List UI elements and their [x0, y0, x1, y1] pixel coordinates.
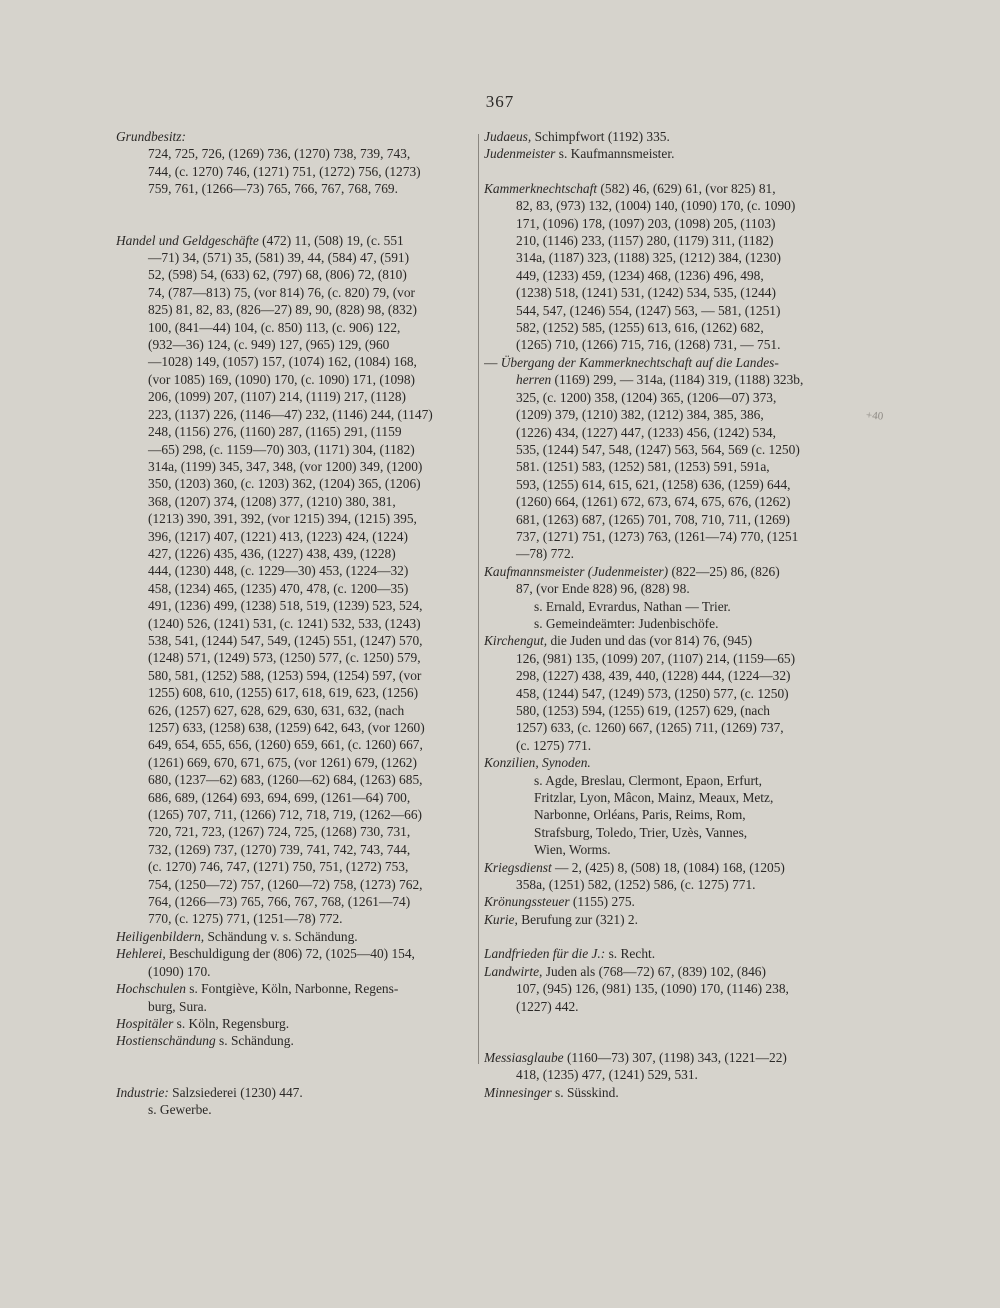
index-line — [116, 371, 473, 388]
index-line — [484, 980, 856, 997]
entry-messiasglaube — [484, 1049, 856, 1084]
index-line — [484, 580, 856, 597]
entry-text: s. Agde, Breslau, Clermont, Epaon, Erfurt, — [534, 772, 762, 788]
entry-text: 581. (1251) 583, (1252) 581, (1253) 591, 591a, — [516, 459, 770, 475]
entry-term: Kurie, — [484, 911, 518, 927]
entry-hehlerei — [116, 945, 473, 980]
entry-kaufmannsmeister — [484, 563, 856, 633]
entry-text: 458, (1234) 465, (1235) 470, 478, (c. 1200—35) — [148, 580, 409, 596]
entry-grundbesitz — [116, 128, 473, 198]
entry-text: Fritzlar, Lyon, Mâcon, Mainz, Meaux, Metz, — [534, 790, 774, 806]
index-line — [484, 1084, 856, 1101]
index-line — [484, 249, 856, 266]
index-line — [484, 702, 856, 719]
entry-hochschulen — [116, 980, 473, 1015]
entry-handel — [116, 232, 473, 928]
entry-text: s. Süsskind. — [551, 1084, 619, 1100]
entry-text: Wien, Worms. — [534, 842, 611, 858]
index-line — [116, 180, 473, 197]
index-line — [116, 893, 473, 910]
index-line — [116, 945, 473, 962]
index-line — [484, 824, 856, 841]
entry-text: 206, (1099) 207, (1107) 214, (1119) 217, (1128) — [148, 389, 406, 405]
index-line — [484, 441, 856, 458]
index-line — [116, 649, 473, 666]
entry-text: burg, Sura. — [148, 998, 207, 1014]
index-line — [484, 1066, 856, 1083]
index-line — [484, 667, 856, 684]
index-line — [484, 284, 856, 301]
entry-text: s. Kaufmannsmeister. — [555, 146, 675, 162]
entry-text: 427, (1226) 435, 436, (1227) 438, 439, (1228) — [148, 545, 396, 561]
index-line — [484, 598, 856, 615]
index-line — [484, 267, 856, 284]
entry-uebergang — [484, 354, 856, 563]
entry-text: (582) 46, (629) 61, (vor 825) 81, — [597, 180, 776, 196]
entry-term: Kirchengut, — [484, 633, 548, 649]
entry-text: 732, (1269) 737, (1270) 739, 741, 742, 743, 744, — [148, 841, 411, 857]
entry-text: (1227) 442. — [516, 998, 579, 1014]
entry-minnesinger — [484, 1084, 856, 1101]
entry-kroenungssteuer — [484, 893, 856, 910]
index-line — [484, 476, 856, 493]
entry-text: —71) 34, (571) 35, (581) 39, 44, (584) 47, (591) — [148, 250, 410, 266]
index-line — [484, 336, 856, 353]
entry-text: 737, (1271) 751, (1273) 763, (1261—74) 770, (1251 — [516, 528, 799, 544]
index-line — [116, 580, 473, 597]
index-line — [484, 911, 856, 928]
index-line — [484, 458, 856, 475]
entry-hospitaeler — [116, 1015, 473, 1032]
entry-kirchengut — [484, 632, 856, 754]
entry-konzilien — [484, 754, 856, 858]
index-line — [484, 371, 856, 388]
entry-text: 449, (1233) 459, (1234) 468, (1236) 496, 498, — [516, 267, 764, 283]
entry-text: 538, 541, (1244) 547, 549, (1245) 551, (1247) 570, — [148, 632, 423, 648]
index-line — [116, 441, 473, 458]
entry-text: 491, (1236) 499, (1238) 518, 519, (1239) 523, 524, — [148, 598, 423, 614]
entry-term: Hochschulen — [116, 981, 186, 997]
entry-landwirte — [484, 963, 856, 1015]
index-line — [116, 910, 473, 927]
entry-term: herren — [516, 372, 552, 388]
entry-text: (1169) 299, — 314a, (1184) 319, (1188) 323b, — [551, 372, 804, 388]
entry-text: 314a, (1187) 323, (1188) 325, (1212) 384, (1230) — [516, 250, 781, 266]
index-line — [116, 301, 473, 318]
entry-text: 759, 761, (1266—73) 765, 766, 767, 768, 769. — [148, 181, 398, 197]
page-number: 367 — [485, 92, 515, 111]
entry-judenmeister — [484, 145, 856, 162]
entry-text: 626, (1257) 627, 628, 629, 630, 631, 632, (nach — [148, 702, 405, 718]
column-divider — [478, 134, 479, 1064]
entry-text: 248, (1156) 276, (1160) 287, (1165) 291, (1159 — [148, 424, 402, 440]
index-line — [116, 1015, 473, 1032]
entry-term: Konzilien, Synoden. — [484, 755, 591, 771]
entry-text: s. Recht. — [605, 946, 656, 962]
index-line — [484, 945, 856, 962]
entry-text: 52, (598) 54, (633) 62, (797) 68, (806) 72, (810) — [148, 267, 407, 283]
index-line — [116, 771, 473, 788]
entry-text: Schändung v. s. Schändung. — [204, 928, 358, 944]
entry-text: Beschuldigung der (806) 72, (1025—40) 154, — [165, 946, 415, 962]
entry-text: s. Gewerbe. — [148, 1102, 212, 1118]
index-line — [116, 736, 473, 753]
entry-text: die Juden und das (vor 814) 76, (945) — [547, 633, 753, 649]
entry-text: 825) 81, 82, 83, (826—27) 89, 90, (828) 98, (832) — [148, 302, 417, 318]
entry-text: (c. 1275) 771. — [516, 737, 592, 753]
index-line — [116, 1101, 473, 1118]
index-line — [484, 528, 856, 545]
index-line — [116, 284, 473, 301]
index-line — [116, 249, 473, 266]
entry-text: (1160—73) 307, (1198) 343, (1221—22) — [563, 1049, 787, 1065]
index-line — [116, 528, 473, 545]
entry-text: Narbonne, Orléans, Paris, Reims, Rom, — [534, 807, 746, 823]
entry-text: 680, (1237—62) 683, (1260—62) 684, (1263) 685, — [148, 772, 423, 788]
index-line — [484, 406, 856, 423]
entry-text: (1213) 390, 391, 392, (vor 1215) 394, (1215) 395, — [148, 511, 417, 527]
index-line — [116, 823, 473, 840]
entry-text: 210, (1146) 233, (1157) 280, (1179) 311, (1182) — [516, 233, 774, 249]
index-line — [116, 388, 473, 405]
index-line — [116, 232, 473, 249]
entry-text: 720, 721, 723, (1267) 724, 725, (1268) 730, 731, — [148, 824, 411, 840]
index-line — [484, 180, 856, 197]
entry-term: Minnesinger — [484, 1084, 552, 1100]
index-line — [484, 145, 856, 162]
entry-judaeus — [484, 128, 856, 145]
index-line — [484, 737, 856, 754]
entry-text: —78) 772. — [516, 546, 575, 562]
index-line — [484, 389, 856, 406]
index-line — [116, 1032, 473, 1049]
index-line — [116, 423, 473, 440]
entry-text: 754, (1250—72) 757, (1260—72) 758, (1273) 762, — [148, 876, 423, 892]
entry-term: Landwirte, — [484, 963, 543, 979]
index-line — [116, 545, 473, 562]
left-column — [116, 128, 473, 1119]
index-line — [484, 806, 856, 823]
entry-text: 314a, (1199) 345, 347, 348, (vor 1200) 349, (1200) — [148, 458, 423, 474]
entry-text: 418, (1235) 477, (1241) 529, 531. — [516, 1067, 698, 1083]
entry-text: (1260) 664, (1261) 672, 673, 674, 675, 676, (1262) — [516, 494, 791, 510]
entry-industrie — [116, 1084, 473, 1119]
index-line — [116, 458, 473, 475]
index-line — [484, 197, 856, 214]
entry-text: 100, (841—44) 104, (c. 850) 113, (c. 906) 122, — [148, 319, 401, 335]
index-line — [116, 684, 473, 701]
index-line — [484, 354, 856, 371]
index-line — [116, 858, 473, 875]
entry-term: Industrie: — [116, 1084, 169, 1100]
index-line — [116, 336, 473, 353]
entry-text: 1255) 608, 610, (1255) 617, 618, 619, 623, (1256) — [148, 685, 419, 701]
index-line — [116, 806, 473, 823]
entry-text: 686, 689, (1264) 693, 694, 699, (1261—64) 700, — [148, 789, 411, 805]
index-line — [116, 632, 473, 649]
entry-text: Juden als (768—72) 67, (839) 102, (846) — [542, 963, 766, 979]
index-line — [116, 128, 473, 145]
entry-text: s. Köln, Regensburg. — [173, 1015, 290, 1031]
index-line — [484, 545, 856, 562]
entry-term: Heiligenbildern, — [116, 928, 205, 944]
index-line — [116, 475, 473, 492]
index-line — [484, 998, 856, 1015]
entry-text: — 2, (425) 8, (508) 18, (1084) 168, (1205) — [551, 859, 785, 875]
entry-text: (1248) 571, (1249) 573, (1250) 577, (c. 1250) 579, — [148, 650, 421, 666]
entry-kurie — [484, 911, 856, 928]
index-line — [116, 615, 473, 632]
entry-text: 535, (1244) 547, 548, (1247) 563, 564, 569 (c. 1250) — [516, 441, 800, 457]
entry-text: 582, (1252) 585, (1255) 613, 616, (1262) 682, — [516, 320, 764, 336]
index-line — [484, 632, 856, 649]
entry-text: (1226) 434, (1227) 447, (1233) 456, (1242) 534, — [516, 424, 776, 440]
entry-text: (1240) 526, (1241) 531, (c. 1241) 532, 533, (1243) — [148, 615, 421, 631]
index-line — [484, 772, 856, 789]
index-line — [116, 510, 473, 527]
index-line — [116, 998, 473, 1015]
index-line — [484, 789, 856, 806]
entry-term: Kammerknechtschaft — [484, 180, 598, 196]
entry-text: (1265) 707, 711, (1266) 712, 718, 719, (1262—66) — [148, 807, 422, 823]
index-line — [484, 319, 856, 336]
index-line — [116, 876, 473, 893]
index-line — [484, 859, 856, 876]
entry-text: 770, (c. 1275) 771, (1251—78) 772. — [148, 911, 343, 927]
index-line — [484, 1049, 856, 1066]
index-line — [116, 163, 473, 180]
entry-term: Handel und Geldgeschäfte — [116, 232, 259, 248]
index-line — [116, 841, 473, 858]
entry-text: (1155) 275. — [569, 894, 635, 910]
index-line — [116, 562, 473, 579]
entry-hostienschaendung — [116, 1032, 473, 1049]
entry-term: Messiasglaube — [484, 1049, 564, 1065]
index-line — [484, 719, 856, 736]
entry-term: Hostienschändung — [116, 1033, 216, 1049]
index-line — [484, 754, 856, 771]
entry-text: Berufung zur (321) 2. — [517, 911, 638, 927]
index-line — [484, 128, 856, 145]
right-column — [484, 128, 856, 1101]
entry-kriegsdienst — [484, 859, 856, 894]
index-line — [484, 685, 856, 702]
entry-text: (1090) 170. — [148, 963, 211, 979]
index-line — [116, 1084, 473, 1101]
index-line — [484, 615, 856, 632]
index-line — [116, 406, 473, 423]
index-line — [484, 893, 856, 910]
entry-text: 350, (1203) 360, (c. 1203) 362, (1204) 365, (1206) — [148, 476, 421, 492]
entry-text: 458, (1244) 547, (1249) 573, (1250) 577, (c. 1250) — [516, 685, 789, 701]
entry-text: 396, (1217) 407, (1221) 413, (1223) 424, (1224) — [148, 528, 408, 544]
entry-text: 681, (1263) 687, (1265) 701, 708, 710, 711, (1269) — [516, 511, 790, 527]
index-line — [484, 876, 856, 893]
entry-text: (822—25) 86, (826) — [668, 563, 780, 579]
entry-landfrieden — [484, 945, 856, 962]
entry-text: 544, 547, (1246) 554, (1247) 563, — 581, (1251) — [516, 302, 781, 318]
entry-text: (1238) 518, (1241) 531, (1242) 534, 535, (1244) — [516, 285, 776, 301]
index-line — [484, 963, 856, 980]
entry-term: Übergang der Kammerknechtschaft auf die Landes- — [500, 354, 779, 370]
index-line — [116, 963, 473, 980]
entry-text: 171, (1096) 178, (1097) 203, (1098) 205, (1103) — [516, 215, 776, 231]
index-line — [116, 754, 473, 771]
index-line — [116, 980, 473, 997]
entry-text: 580, 581, (1252) 588, (1253) 594, (1254) 597, (vor — [148, 667, 422, 683]
entry-text: Salzsiederei (1230) 447. — [168, 1084, 303, 1100]
entry-text: (1209) 379, (1210) 382, (1212) 384, 385, 386, — [516, 407, 764, 423]
index-line — [116, 667, 473, 684]
entry-term: Grundbesitz: — [116, 129, 186, 144]
entry-text: 368, (1207) 374, (1208) 377, (1210) 380, 381, — [148, 493, 396, 509]
index-line — [116, 789, 473, 806]
index-line — [484, 511, 856, 528]
entry-text: —1028) 149, (1057) 157, (1074) 162, (1084) 168, — [148, 354, 417, 370]
entry-text: 298, (1227) 438, 439, 440, (1228) 444, (1224—32) — [516, 668, 791, 684]
index-line — [116, 493, 473, 510]
entry-heiligenbildern — [116, 928, 473, 945]
entry-term: Judaeus, — [484, 129, 532, 144]
entry-ref: s. Gemeindeämter: Judenbischöfe. — [534, 615, 719, 631]
entry-text: 724, 725, 726, (1269) 736, (1270) 738, 739, 743, — [148, 146, 411, 162]
entry-text: 358a, (1251) 582, (1252) 586, (c. 1275) 771. — [516, 877, 756, 893]
entry-term: Hospitäler — [116, 1015, 174, 1031]
entry-ref: s. Ernald, Evrardus, Nathan — Trier. — [534, 598, 731, 614]
entry-text: 580, (1253) 594, (1255) 619, (1257) 629, (nach — [516, 703, 771, 718]
entry-text: 1257) 633, (c. 1260) 667, (1265) 711, (1269) 737, — [516, 720, 784, 736]
index-line — [484, 563, 856, 580]
index-line — [484, 302, 856, 319]
index-line — [484, 841, 856, 858]
index-line — [484, 493, 856, 510]
margin-note: +40 — [865, 409, 884, 423]
index-line — [116, 702, 473, 719]
index-line — [116, 145, 473, 162]
entry-text: Strafsburg, Toledo, Trier, Uzès, Vannes, — [534, 824, 748, 840]
entry-text: 764, (1266—73) 765, 766, 767, 768, (1261—74) — [148, 894, 411, 910]
entry-prefix: — — [484, 354, 501, 370]
entry-text: 649, 654, 655, 656, (1260) 659, 661, (c. 1260) 667, — [148, 737, 423, 753]
entry-text: 1257) 633, (1258) 638, (1259) 642, 643, (vor 1260) — [148, 720, 425, 735]
index-line — [484, 232, 856, 249]
entry-kammerknechtschaft — [484, 180, 856, 354]
entry-text: (1261) 669, 670, 671, 675, (vor 1261) 679, (1262) — [148, 754, 417, 770]
entry-text: Schimpfwort (1192) 335. — [531, 129, 670, 144]
entry-text: 744, (c. 1270) 746, (1271) 751, (1272) 756, (1273) — [148, 163, 421, 179]
index-line — [116, 353, 473, 370]
entry-term: Judenmeister — [484, 146, 556, 162]
entry-text: 107, (945) 126, (981) 135, (1090) 170, (1146) 238, — [516, 981, 789, 997]
index-line — [116, 719, 473, 736]
entry-text: (vor 1085) 169, (1090) 170, (c. 1090) 171, (1098) — [148, 371, 416, 387]
entry-text: 82, 83, (973) 132, (1004) 140, (1090) 170, (c. 1090) — [516, 198, 796, 214]
index-line — [116, 319, 473, 336]
entry-text: 126, (981) 135, (1099) 207, (1107) 214, (1159—65) — [516, 650, 796, 666]
index-line — [116, 928, 473, 945]
entry-text: 74, (787—813) 75, (vor 814) 76, (c. 820) 79, (vor — [148, 284, 416, 300]
entry-text: s. Schändung. — [215, 1033, 294, 1049]
entry-text: 325, (c. 1200) 358, (1204) 365, (1206—07) 373, — [516, 389, 777, 405]
entry-text: 87, (vor Ende 828) 96, (828) 98. — [516, 581, 690, 597]
index-line — [484, 215, 856, 232]
entry-text: 444, (1230) 448, (c. 1229—30) 453, (1224—32) — [148, 563, 409, 579]
entry-text: 593, (1255) 614, 615, 621, (1258) 636, (1259) 644, — [516, 476, 791, 492]
entry-text: (472) 11, (508) 19, (c. 551 — [258, 232, 404, 248]
entry-text: s. Fontgiève, Köln, Narbonne, Regens- — [185, 981, 399, 997]
index-line — [116, 266, 473, 283]
entry-text: 223, (1137) 226, (1146—47) 232, (1146) 244, (1147) — [148, 406, 433, 422]
index-line — [116, 597, 473, 614]
entry-term: Hehlerei, — [116, 946, 166, 962]
index-line — [484, 424, 856, 441]
entry-term: Landfrieden für die J.: — [484, 946, 606, 962]
entry-text: (1265) 710, (1266) 715, 716, (1268) 731, — 751. — [516, 337, 781, 353]
entry-term: Kaufmannsmeister (Judenmeister) — [484, 563, 669, 579]
entry-text: —65) 298, (c. 1159—70) 303, (1171) 304, (1182) — [148, 441, 415, 457]
entry-text: (932—36) 124, (c. 949) 127, (965) 129, (960 — [148, 337, 390, 353]
entry-term: Kriegsdienst — [484, 859, 552, 875]
entry-text: (c. 1270) 746, 747, (1271) 750, 751, (1272) 753, — [148, 859, 409, 875]
index-line — [484, 650, 856, 667]
entry-term: Krönungssteuer — [484, 894, 570, 910]
